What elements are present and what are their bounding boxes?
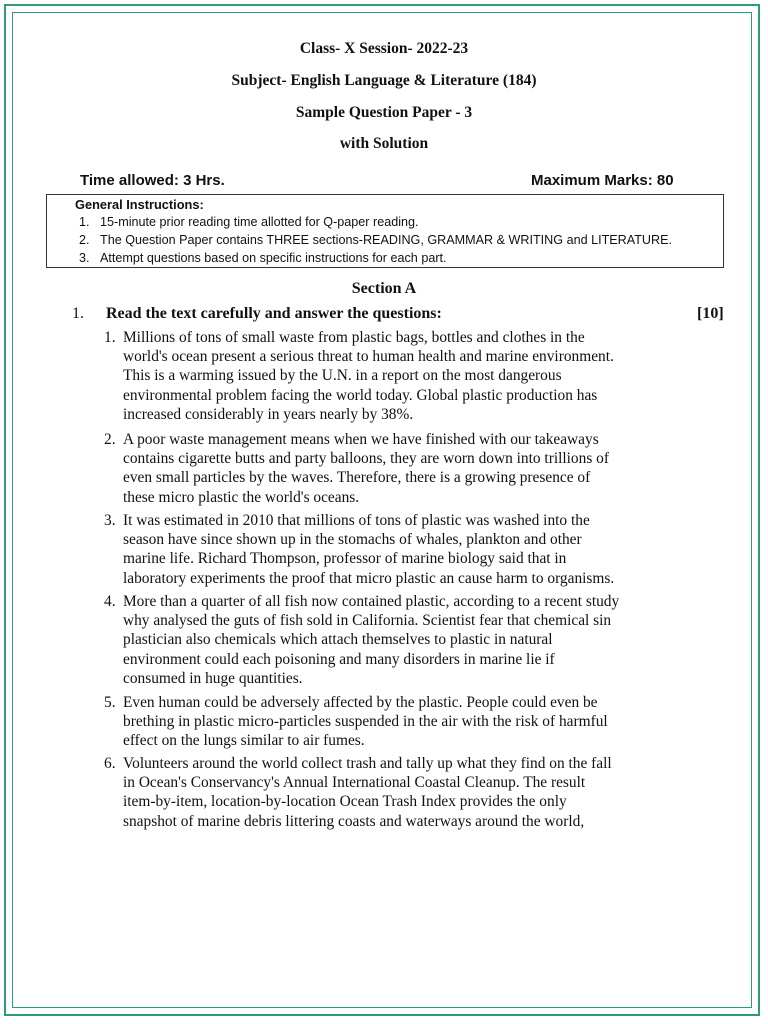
instruction-text: The Question Paper contains THREE sections-READING, GRAMMAR & WRITING and LITERATURE. bbox=[100, 233, 673, 247]
paragraph-line: A poor waste management means when we have finished with our takeaways bbox=[123, 431, 599, 448]
instructions-title: General Instructions: bbox=[75, 197, 204, 212]
question-number: 1. bbox=[72, 305, 84, 322]
paragraph-line: season have since shown up in the stomachs of whales, plankton and other bbox=[123, 531, 582, 549]
paragraph-line: snapshot of marine debris littering coasts and waterways around the world, bbox=[123, 812, 585, 830]
paragraph-line: these micro plastic the world's oceans. bbox=[123, 488, 360, 506]
paragraph-line: world's ocean present a serious threat to human health and marine environment. bbox=[123, 348, 614, 366]
instruction-text: 15-minute prior reading time allotted for Q-paper reading. bbox=[100, 215, 419, 229]
paragraph-line: environmental problem facing the world today. Global plastic production has bbox=[123, 386, 598, 404]
paragraph-number: 6. bbox=[104, 755, 116, 772]
instruction-text: Attempt questions based on specific instructions for each part. bbox=[100, 251, 447, 265]
class-session-heading: Class- X Session- 2022-23 bbox=[299, 40, 469, 57]
page-border-inner bbox=[12, 12, 752, 1008]
paragraph-line: consumed in huge quantities. bbox=[123, 669, 303, 687]
question-prompt: Read the text carefully and answer the questions: bbox=[106, 305, 442, 322]
paragraph-number: 5. bbox=[104, 694, 116, 711]
question-marks: [10] bbox=[697, 305, 724, 322]
paper-heading: Sample Question Paper - 3 bbox=[295, 104, 473, 121]
paragraph-line: plastician also chemicals which attach themselves to plastic in natural bbox=[123, 631, 553, 649]
instruction-number: 3. bbox=[79, 251, 90, 265]
paragraph-line: in Ocean's Conservancy's Annual International Coastal Cleanup. The result bbox=[123, 774, 586, 792]
time-allowed: Time allowed: 3 Hrs. bbox=[80, 172, 225, 189]
paragraph-line: environment could each poisoning and many disorders in marine lie if bbox=[123, 650, 555, 668]
paragraph-line: More than a quarter of all fish now contained plastic, according to a recent study bbox=[123, 593, 620, 610]
paragraph-number: 2. bbox=[104, 431, 116, 448]
paragraph-line: Volunteers around the world collect trash and tally up what they find on the fall bbox=[123, 755, 612, 772]
subject-heading: Subject- English Language & Literature (184) bbox=[231, 72, 537, 89]
paragraph-line: even small particles by the waves. Therefore, there is a growing presence of bbox=[123, 469, 591, 487]
paragraph-line: item-by-item, location-by-location Ocean Trash Index provides the only bbox=[123, 793, 567, 811]
paragraph-line: effect on the lungs similar to air fumes. bbox=[123, 732, 365, 750]
paragraph-line: brething in plastic micro-particles suspended in the air with the risk of harmful bbox=[123, 713, 608, 731]
paragraph-line: contains cigarette butts and party balloons, they are worn down into trillions of bbox=[123, 450, 609, 468]
general-instructions-box bbox=[46, 194, 724, 268]
paragraph-line: This is a warming issued by the U.N. in a report on the most dangerous bbox=[123, 367, 562, 385]
paragraph-line: Millions of tons of small waste from plastic bags, bottles and clothes in the bbox=[123, 329, 585, 346]
paragraph-line: laboratory experiments the proof that micro plastic an cause harm to organisms. bbox=[123, 569, 615, 587]
paragraph-number: 3. bbox=[104, 512, 116, 529]
paragraph-line: Even human could be adversely affected by the plastic. People could even be bbox=[123, 694, 598, 711]
section-title: Section A bbox=[351, 280, 417, 297]
paragraph-line: why analysed the guts of fish sold in California. Scientist fear that chemical sin bbox=[123, 612, 612, 630]
instruction-number: 1. bbox=[79, 215, 90, 229]
maximum-marks: Maximum Marks: 80 bbox=[531, 172, 674, 189]
paragraph-line: increased considerably in years nearly by 38%. bbox=[123, 405, 414, 423]
paragraph-number: 1. bbox=[104, 329, 116, 346]
instruction-number: 2. bbox=[79, 233, 90, 247]
paragraph-line: marine life. Richard Thompson, professor of marine biology said that in bbox=[123, 550, 567, 568]
paragraph-line: It was estimated in 2010 that millions of tons of plastic was washed into the bbox=[123, 512, 590, 529]
paragraph-number: 4. bbox=[104, 593, 116, 610]
solution-heading: with Solution bbox=[339, 135, 429, 152]
